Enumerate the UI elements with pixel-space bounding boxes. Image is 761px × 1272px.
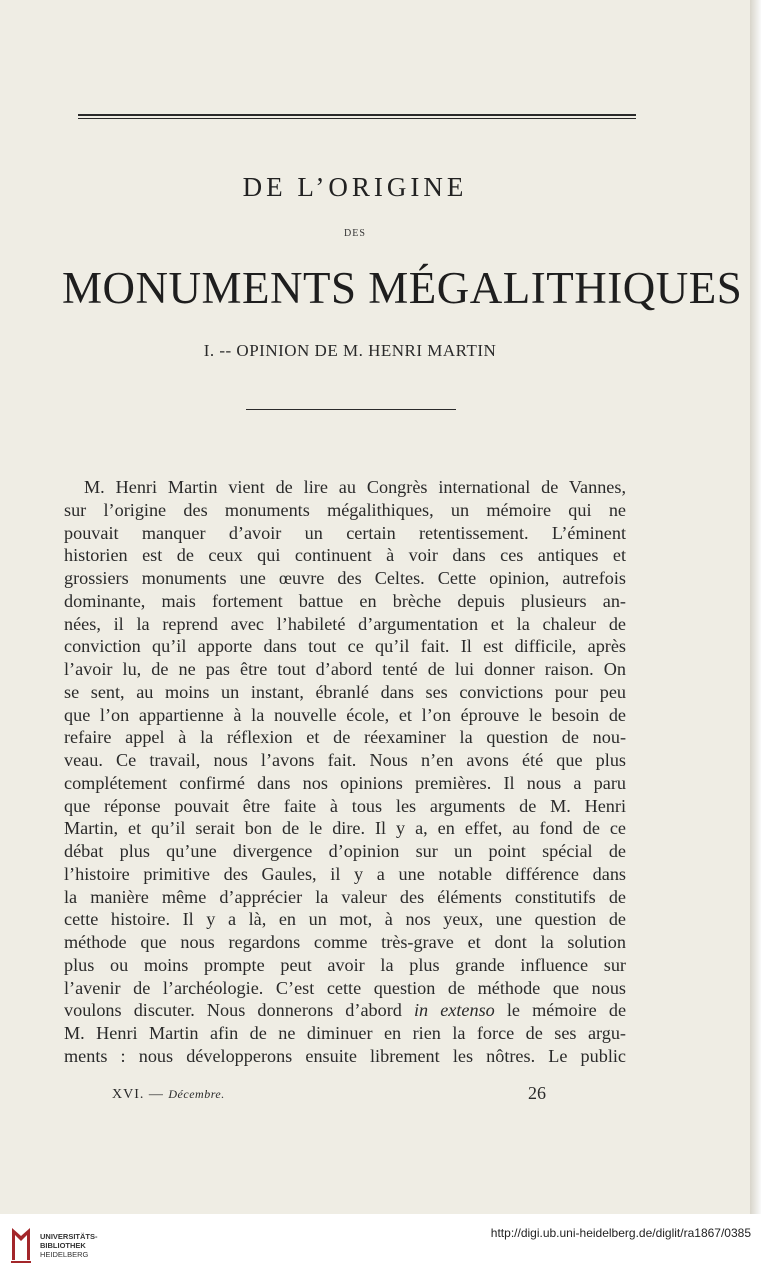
body-line: sur l’origine des monuments mégalithiques, un mémoire qui ne (64, 499, 626, 520)
page-edge-shadow (750, 0, 761, 1214)
body-line: veau. Ce travail, nous l’avons fait. Nous n’en avons été que plus (64, 750, 626, 770)
body-line: l’avenir de l’archéologie. C’est cette question de méthode que nous (64, 977, 626, 998)
library-name-line3: HEIDELBERG (40, 1250, 89, 1259)
permalink-url[interactable]: http://digi.ub.uni-heidelberg.de/diglit/ra1867/0385 (490, 1226, 751, 1240)
library-name-line1: UNIVERSITÄTS- (40, 1232, 98, 1241)
body-line: historien est de ceux qui continuent à voir dans ces antiques et (64, 545, 626, 566)
body-line: conviction qu’il apporte dans tout ce qu’il fait. Il est difficile, après (64, 636, 626, 657)
body-line-with-italic (64, 999, 626, 1022)
body-line: méthode que nous regardons comme très-grave et dont la solution (64, 932, 626, 952)
body-line: cette histoire. Il y a là, en un mot, à nos yeux, une question de (64, 909, 626, 930)
body-line: débat plus qu’une divergence d’opinion sur un point spécial de (64, 841, 626, 861)
body-line: grossiers monuments une œuvre des Celtes. Cette opinion, autrefois (64, 568, 626, 588)
signature-month: Décembre. (168, 1087, 225, 1101)
body-line: refaire appel à la réflexion et de réexaminer la question de nou- (64, 727, 626, 748)
page-number: 26 (528, 1083, 546, 1103)
body-line: plus ou moins prompte peut avoir la plus grande influence sur (64, 954, 626, 975)
article-title-line2: MONUMENTS MÉGALITHIQUES (62, 263, 743, 313)
body-line: complétement confirmé dans nos opinions premières. Il nous a paru (64, 772, 626, 793)
signature-number: XVI. — (112, 1087, 164, 1102)
signature-mark (112, 1087, 225, 1103)
body-line: ments : nous développerons ensuite librement les nôtres. Le public (64, 1045, 626, 1066)
body-line: l’histoire primitive des Gaules, il y a une notable différence dans (64, 863, 626, 884)
section-divider (246, 409, 456, 410)
body-line: la manière même d’apprécier la valeur des éléments constitutifs de (64, 886, 626, 907)
library-footer-bar (0, 1214, 761, 1272)
library-name (40, 1232, 98, 1259)
body-line: l’avoir lu, de ne pas être tout d’abord tenté de lui donner raison. On (64, 659, 626, 679)
body-line: pouvait manquer d’avoir un certain retentissement. L’éminent (64, 522, 626, 543)
body-line: M. Henri Martin vient de lire au Congrès international de Vannes, (84, 477, 626, 497)
article-title-des: DES (344, 228, 366, 239)
university-library-logo-icon (9, 1222, 33, 1264)
article-title-line1: DE L’ORIGINE (242, 172, 468, 202)
body-line: M. Henri Martin afin de ne diminuer en rien la force de ses argu- (64, 1023, 626, 1043)
body-line: dominante, mais fortement battue en brèche depuis plusieurs an- (64, 590, 626, 611)
body-line: nées, il la reprend avec l’habileté d’argumentation et la chaleur de (64, 613, 626, 634)
italic-phrase: in extenso (413, 1000, 495, 1021)
body-line: que réponse pouvait être faite à tous les arguments de M. Henri (64, 795, 626, 816)
header-double-rule (78, 114, 636, 119)
body-line-end: le mémoire de (506, 1000, 627, 1021)
body-line: se sent, au moins un instant, ébranlé dans ses convictions pour peu (64, 681, 626, 702)
section-heading: I. -- OPINION DE M. HENRI MARTIN (203, 341, 497, 360)
library-name-line2: BIBLIOTHEK (40, 1241, 86, 1250)
body-line: Martin, et qu’il serait bon de le dire. Il y a, en effet, au fond de ce (64, 818, 626, 839)
article-body (64, 476, 626, 1068)
body-line-start: voulons discuter. Nous donnerons d’abord (64, 1000, 402, 1021)
body-line: que l’on appartienne à la nouvelle école, et l’on éprouve le besoin de (64, 704, 626, 725)
